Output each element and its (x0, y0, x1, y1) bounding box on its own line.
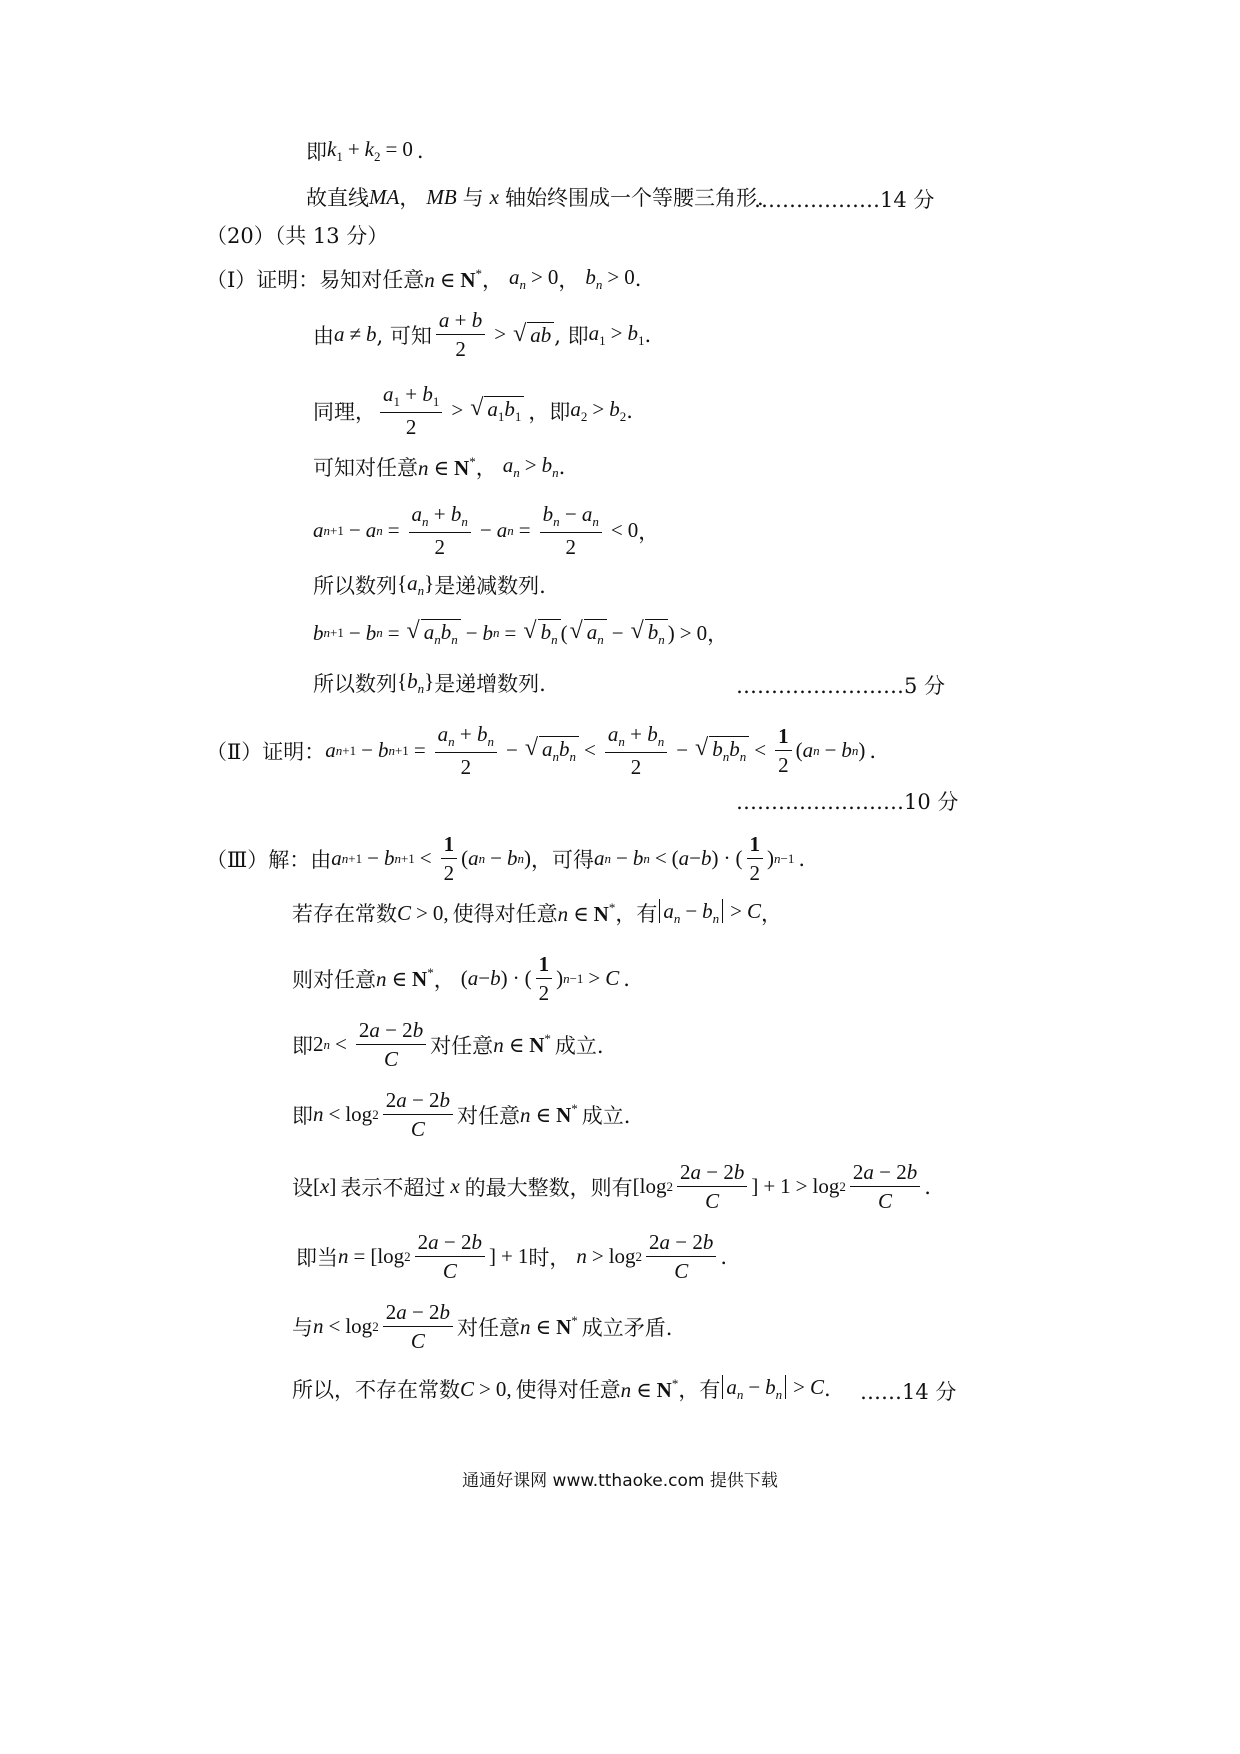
text: . (634, 267, 642, 291)
line-conclusion (292, 1374, 831, 1404)
text: 即 (292, 1033, 313, 1058)
text: . (824, 1377, 831, 1401)
text: . (626, 398, 633, 423)
text: 使得对任意 (452, 902, 558, 926)
text: 对任意 (430, 1033, 494, 1058)
text: 若存在常数 (292, 902, 397, 926)
text: 同理， (313, 399, 376, 424)
text: 即当 (296, 1245, 338, 1270)
set-an: $\{a_n\}$ (397, 571, 435, 598)
formula-C-pos: C > 0, (460, 1376, 512, 1401)
text: ， (761, 902, 783, 926)
formula-n-in-N: n ∈ N* (418, 453, 476, 480)
sqrt-a1b1: √ $a_1b_1$ (470, 396, 524, 425)
text: . (798, 846, 806, 871)
text: 可知对任意 (313, 456, 418, 480)
text: . (720, 1244, 728, 1269)
line-isosceles (306, 182, 764, 212)
formula-a1-gt-b1: $a_1 > b_1$ (588, 320, 645, 348)
formula-then: ( a − b ) · ( $\frac{1}{2}$ ) n−1 > C (460, 952, 620, 1006)
text: ，即 (528, 399, 571, 424)
text: （Ⅱ）证明： (206, 739, 326, 764)
math-x: x (450, 1174, 460, 1199)
text: ，有 (615, 902, 658, 926)
formula-C-pos: C > 0, (397, 900, 449, 925)
formula-bound: a n − b n < ( a − b ) · ( $\frac{1}{2}$ ) n−1 (593, 832, 795, 886)
formula-an-pos: $a_n > 0$ (509, 265, 559, 292)
text: 与 (462, 186, 484, 210)
formula-k-sum: $k_1 + k_2 = 0$ (327, 137, 413, 164)
line-then (292, 952, 630, 1005)
line-know (313, 452, 565, 482)
text: 表示不超过 (340, 1175, 446, 1200)
math-MB: MB (426, 184, 457, 209)
line-contradiction (292, 1300, 672, 1353)
text: 成立矛盾. (581, 1315, 673, 1340)
text: 故直线 (306, 186, 369, 210)
text: 则对任意 (292, 967, 376, 992)
text: 与 (292, 1315, 313, 1340)
part3-lead (206, 832, 805, 885)
text: . (623, 966, 630, 991)
text: ， (482, 268, 504, 292)
formula-n-in-N: n ∈ N* (376, 965, 434, 992)
line-a-ne-b: 由 a ≠ b , 可知 $\frac{a + b}{2}$ > √ ab , 即 $a_1 > b_1$ . (313, 308, 652, 362)
score-10: ……………………10 分 (736, 790, 959, 814)
section-title: （20）（共 13 分） (206, 224, 389, 248)
formula-n-lt-log: n < log 2 $\frac{2a - 2b}{C}$ (313, 1300, 457, 1353)
formula-n-eq: n = [log 2 $\frac{2a - 2b}{C}$ ] + 1 (338, 1230, 529, 1284)
fraction-an-plus-bn: $\frac{a_n + b_n}{2}$ (409, 502, 471, 559)
score-5: ……………………5 分 (736, 674, 946, 698)
text: ， (707, 622, 729, 646)
formula-a-diff: a n+1 − a n = $\frac{a_n + b_n}{2}$ − a n = $\frac{b_n - a_n}{2}$ < 0 ， (313, 502, 660, 559)
formula-abs: $a_n - b_n > C$ (720, 1375, 824, 1403)
formula-n-in-N: n ∈ N* (520, 1313, 578, 1340)
text: （Ⅰ）证明：易知对任意 (206, 268, 425, 292)
text: ， (638, 519, 660, 544)
text: ， (475, 456, 497, 480)
text: 对任意 (457, 1103, 521, 1128)
part2 (206, 722, 876, 779)
text: . (558, 455, 566, 479)
line-k-sum (306, 136, 424, 166)
line-when (296, 1230, 727, 1283)
part1-lead (206, 264, 641, 294)
formula-a-ne-b: a ≠ b (334, 322, 377, 347)
fraction-bn-minus-an: $\frac{b_n - a_n}{2}$ (540, 502, 602, 559)
formula-b-diff: b n+1 − b n = √ $a_nb_n$ − b n = √ $b_n$ ( √ $a_n$ − √ $b_n$ ) > 0 ， (313, 617, 729, 647)
text: . (924, 1174, 931, 1199)
text: ，可得 (530, 847, 594, 872)
text: 使得对任意 (515, 1378, 621, 1402)
text: ，有 (678, 1378, 721, 1402)
formula-ineq: a n+1 − b n+1 < $\frac{1}{2}$ ( a n − b n ) (331, 832, 531, 886)
formula-a2-gt-b2: $a_2 > b_2$ (570, 396, 627, 424)
math-MA: MA (369, 184, 400, 209)
text: . (644, 322, 652, 347)
line-decreasing (313, 570, 546, 600)
formula-part2: a n+1 − b n+1 = $\frac{a_n + b_n}{2}$ − √ $a_nb_n$ < $\frac{a_n + b_n}{2}$ − √ $b_nb_n$ < $\frac{1}{2}$ ( a n − b n ) (325, 722, 866, 779)
score-14-b: ……14 分 (860, 1380, 957, 1404)
formula-n-in-N: n ∈ N* (520, 1101, 578, 1128)
text: 是递增数列. (434, 672, 546, 696)
text: 的最大整数，则有 (464, 1175, 633, 1200)
text: , 可知 (376, 323, 432, 348)
text: 由 (313, 323, 334, 348)
line-increasing (313, 668, 546, 698)
text: ， (558, 268, 580, 292)
text: 轴始终围成一个等腰三角形. (504, 186, 764, 210)
formula-bn-pos: $b_n > 0$ (585, 265, 635, 292)
score-14-a: ………………14 分 (754, 188, 935, 212)
text: 时， (528, 1245, 571, 1270)
line-exist (292, 898, 782, 928)
text: （Ⅲ）解：由 (206, 847, 332, 872)
formula-n-gt-log: n > log 2 $\frac{2a - 2b}{C}$ (576, 1230, 720, 1283)
formula-floor-ineq: [log 2 $\frac{2a - 2b}{C}$ ] + 1 > log 2 $\frac{2a - 2b}{C}$ (633, 1160, 925, 1213)
formula-2n: 2 n < $\frac{2a - 2b}{C}$ (313, 1018, 430, 1071)
text: ， (399, 186, 421, 210)
fraction-a1-b1: $\frac{a_1 + b_1}{2}$ (380, 382, 442, 439)
text: 是递减数列. (434, 574, 546, 598)
text: 设 (292, 1175, 313, 1200)
text: . (869, 738, 877, 763)
formula-n-in-N: n ∈ N* (620, 1375, 679, 1402)
line-same: 同理， $\frac{a_1 + b_1}{2}$ > √ $a_1b_1$ ，即 $a_2 > b_2$ . (313, 382, 633, 439)
text: ， (433, 967, 455, 992)
set-bn: $\{b_n\}$ (397, 669, 435, 696)
math-x: x (489, 184, 499, 209)
text: 即 (306, 140, 327, 164)
formula-an-gt-bn: $a_n > b_n$ (502, 453, 559, 480)
line-log (292, 1088, 630, 1141)
sqrt-ab: √ ab (513, 322, 554, 348)
text: 成立. (581, 1103, 631, 1128)
text: 所以数列 (313, 574, 397, 598)
fraction-a-plus-b: $\frac{a + b}{2}$ (436, 308, 485, 361)
footer: 通通好课网 www.tthaoke.com 提供下载 (462, 1471, 778, 1491)
line-floor (292, 1160, 931, 1213)
text: 即 (292, 1103, 313, 1128)
text: 对任意 (457, 1315, 521, 1340)
text: . (416, 139, 424, 163)
line-2n (292, 1018, 604, 1071)
formula-n-in-N: n ∈ N* (424, 265, 483, 292)
formula-n-lt-log: n < log 2 $\frac{2a - 2b}{C}$ (313, 1088, 457, 1141)
text: , 即 (554, 323, 589, 348)
formula-n-in-N: n ∈ N* (493, 1031, 551, 1058)
formula-floor-x: [x] (313, 1174, 337, 1199)
text: 所以，不存在常数 (292, 1378, 460, 1402)
text: 所以数列 (313, 672, 397, 696)
text: 成立. (554, 1033, 604, 1058)
formula-n-in-N: n ∈ N* (557, 899, 616, 926)
formula-abs: $a_n - b_n > C$ (657, 899, 761, 927)
